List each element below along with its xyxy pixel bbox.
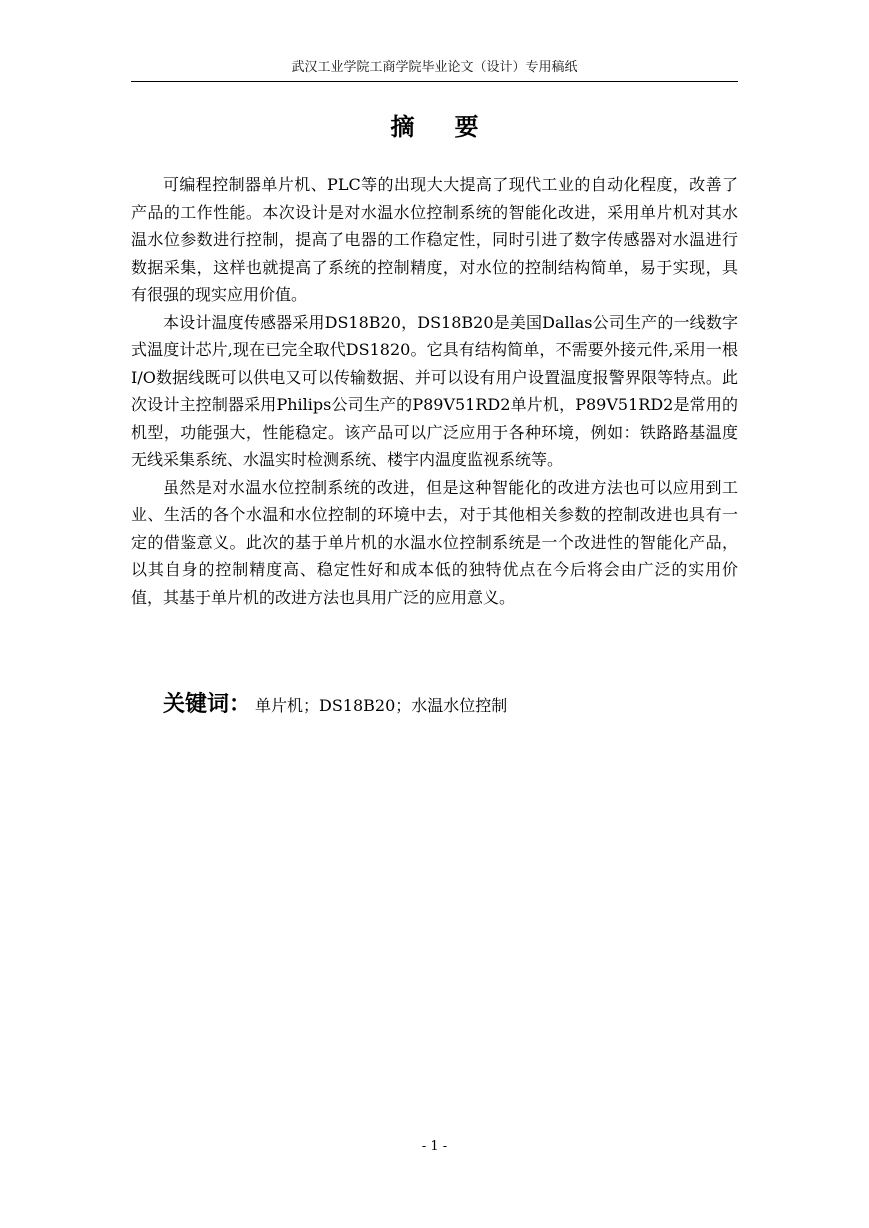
page-header: 武汉工业学院工商学院毕业论文（设计）专用稿纸 [291,60,578,75]
abstract-paragraph-3: 虽然是对水温水位控制系统的改进，但是这种智能化的改进方法也可以应用到工业、生活的各个水温和水位控制的环境中去，对于其他相关参数的控制改进也具有一定的借鉴意义。此次的基于单片机的水温水位控制系统是一个改进性的智能化产品，以其自身的控制精度高、稳定性好和成本低的独特优点在今后将会由广泛的实用价值，其基于单片机的改进方法也具用广泛的应用意义。 [131,477,738,607]
keywords-label: 关键词： [163,692,252,717]
keywords-line [163,685,723,726]
header-divider [131,81,738,82]
abstract-body [131,171,738,611]
abstract-paragraph-2: 本设计温度传感器采用DS18B20，DS18B20是美国Dallas公司生产的一线数字式温度计芯片,现在已完全取代DS1820。它具有结构简单，不需要外接元件,采用一根I/O数据线既可以供电又可以传输数据、并可以设有用户设置温度报警界限等特点。此次设计主控制器采用Philips公司生产的P89V51RD2单片机，P89V51RD2是常用的机型，功能强大，性能稳定。该产品可以广泛应用于各种环境，例如：铁路路基温度无线采集系统、水温实时检测系统、楼宇内温度监视系统等。 [131,312,738,469]
page-number: - 1 - [421,1139,448,1154]
abstract-title: 摘要 [390,112,519,141]
abstract-paragraph-1: 可编程控制器单片机、PLC等的出现大大提高了现代工业的自动化程度，改善了产品的工作性能。本次设计是对水温水位控制系统的智能化改进，采用单片机对其水温水位参数进行控制，提高了电器的工作稳定性，同时引进了数字传感器对水温进行数据采集，这样也就提高了系统的控制精度，对水位的控制结构简单，易于实现，具有很强的现实应用价值。 [131,175,738,304]
keywords-value: 单片机；DS18B20；水温水位控制 [255,696,508,715]
